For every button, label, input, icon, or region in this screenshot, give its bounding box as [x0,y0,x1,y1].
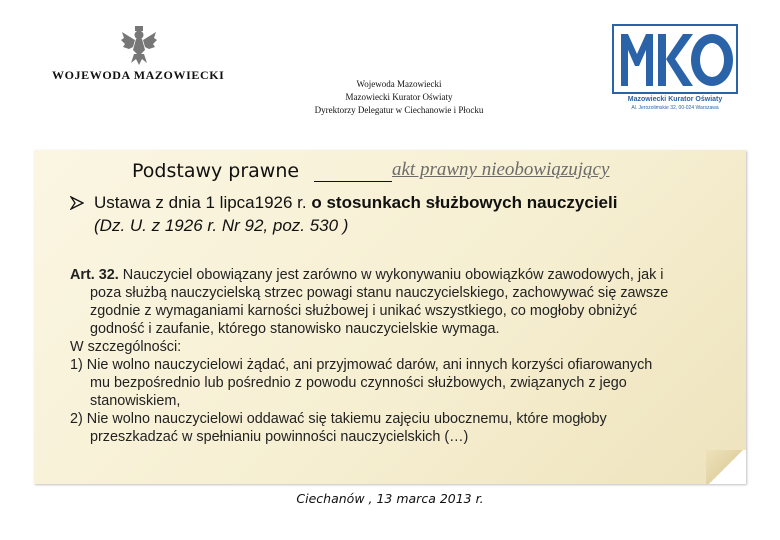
mko-logo [612,24,738,111]
wojewoda-logo-text: WOJEWODA MAZOWIECKI [52,68,225,82]
point-line: mu bezpośrednio lub pośrednio z powodu czynności służbowych, związanych z jego [90,375,627,391]
footer-date: Ciechanów , 13 marca 2013 r. [296,491,484,506]
slide-title: Podstawy prawne [132,160,300,182]
title-underline [314,181,392,182]
header-line-kurator: Mazowiecki Kurator Oświaty [345,92,453,102]
point-text: Nie wolno nauczycielowi oddawać się takiemu zajęciu ubocznemu, które mogłoby [86,411,607,427]
mko-letters-icon [619,30,733,90]
article-line: zgodnie z wymaganiami karności służbowej i unikać wszystkiego, co mogłoby obniżyć [90,303,638,319]
arrow-bullet-icon [70,196,84,210]
header-line-dyrektorzy: Dyrektorzy Delegatur w Ciechanowie i Płocku [314,105,484,115]
mko-logo-address: Al. Jerozolimskie 32, 00-024 Warszawa [631,105,719,111]
article-label: Art. 32. [70,267,119,283]
article-text [70,266,740,446]
particular-label: W szczególności: [70,339,182,355]
page-curl [706,450,746,484]
point-number: 2) [70,411,83,427]
act-prefix: Ustawa z dnia 1 lipca1926 r. [94,193,312,212]
mko-logo-name: Mazowiecki Kurator Oświaty [627,96,723,103]
point-line [70,410,740,428]
article-line [70,266,740,284]
point-line: przeszkadzać w spełnianiu powinności nauczycielskich (…) [90,429,469,445]
point-text: Nie wolno nauczycielowi żądać, ani przyjmować darów, ani innych korzyści ofiarowanych [86,357,653,373]
wojewoda-logo [52,26,227,82]
act-name: o stosunkach służbowych nauczycieli [311,193,618,212]
title-note: akt prawny nieobowiązujący [392,159,610,180]
article-text-line: Nauczyciel obowiązany jest zarówno w wykonywaniu obowiązków zawodowych, jak i [118,267,664,283]
act-citation: (Dz. U. z 1926 r. Nr 92, poz. 530 ) [94,216,349,235]
point-number: 1) [70,357,83,373]
point-line: stanowiskiem, [90,393,181,409]
mko-logo-mark [612,24,738,94]
article-line: godność i zaufanie, którego stanowisko nauczycielskie wymaga. [90,321,500,337]
eagle-emblem-icon [120,26,158,66]
article-line: poza służbą nauczycielską strzec powagi stanu nauczycielskiego, zachowywać się zawsze [90,285,669,301]
point-line [70,356,740,374]
act-title [94,193,617,213]
header-institutions [268,78,530,117]
header-line-wojewoda: Wojewoda Mazowiecki [356,79,442,89]
